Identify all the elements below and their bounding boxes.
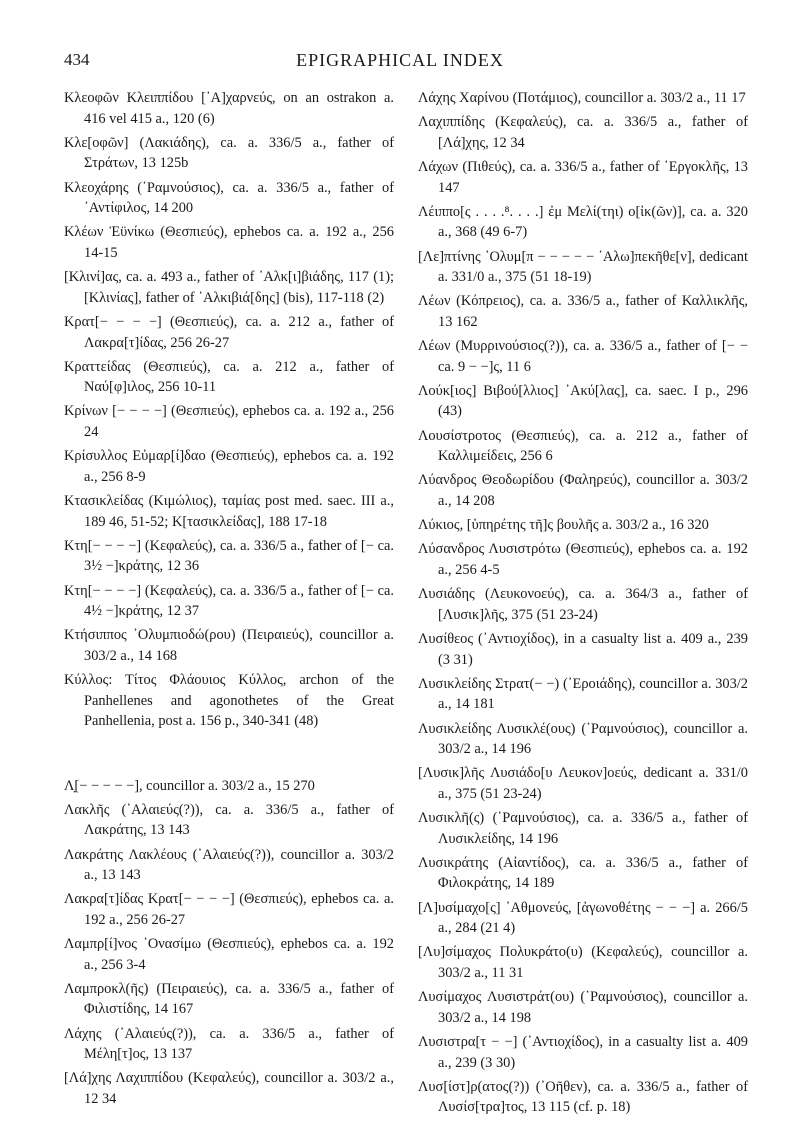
index-entry: Λυσικλείδης Στρατ(− −) (᾿Εροιάδης), councillor a. 303/2 a., 14 181: [418, 675, 748, 713]
index-entry: [Λε]πτίνης ᾿Ολυμ[π − − − − − ᾿Αλω]πεκῆθε[ν], dedicant a. 331/0 a., 375 (51 18-19): [418, 248, 748, 286]
index-entry: Λουσίστροτος (Θεσπιεύς), ca. a. 212 a., father of Καλλιμείδεις, 256 6: [418, 427, 748, 465]
index-entry: Κτη[− − − −] (Κεφαλεύς), ca. a. 336/5 a., father of [− ca. 3½ −]κράτης, 12 36: [64, 537, 394, 575]
index-entry: Κλέων Ἐϋνίκω (Θεσπιεύς), ephebos ca. a. 192 a., 256 14-15: [64, 224, 394, 261]
right-column: [418, 88, 748, 1122]
left-column: [64, 88, 394, 1113]
index-entry: Κρίσυλλος Εὐμαρ[ί]δαο (Θεσπιεύς), ephebos ca. a. 192 a., 256 8-9: [64, 448, 394, 485]
index-entry: Λυσικράτης (Αἰαντίδος), ca. a. 336/5 a., father of Φιλοκράτης, 14 189: [418, 854, 748, 892]
index-entry: Κλεοφῶν Κλειππίδου [᾿Α]χαρνεύς, on an ostrakon a. 416 vel 415 a., 120 (6): [64, 90, 394, 127]
index-entry: Κλε[οφῶν] (Λακιάδης), ca. a. 336/5 a., father of Στράτων, 13 125b: [64, 134, 394, 172]
index-entry: Λύκιος, [ὑπηρέτης τῆ]ς βουλῆς a. 303/2 a., 16 320: [418, 517, 709, 534]
index-entry: Κλεοχάρης (῾Ραμνούσιος), ca. a. 336/5 a., father of ᾿Αντίφιλος, 14 200: [64, 179, 394, 217]
index-entry: Κτήσιππος ᾿Ολυμπιοδώ(ρου) (Πειραιεύς), councillor a. 303/2 a., 14 168: [64, 627, 394, 664]
index-entry: Λάχης Χαρίνου (Ποτάμιος), councillor a. 303/2 a., 11 17: [418, 90, 746, 106]
index-entry: Κτασικλείδας (Κιμώλιος), ταμίας post med. saec. III a., 189 46, 51-52; Κ[τασικλείδας], 188 17-18: [64, 493, 394, 530]
index-entry: [Λυσικ]λῆς Λυσιάδο[υ Λευκον]οεύς, dedicant a. 331/0 a., 375 (51 23-24): [418, 765, 748, 802]
index-entry: Λακράτης Λακλέους (᾿Αλαιεύς(?)), councillor a. 303/2 a., 13 143: [64, 846, 394, 884]
index-entry: Λυσικλείδης Λυσικλέ(ους) (῾Ραμνούσιος), councillor a. 303/2 a., 14 196: [418, 720, 748, 758]
index-entry: [Λυ]σίμαχος Πολυκράτο(υ) (Κεφαλεύς), councillor a. 303/2 a., 11 31: [418, 944, 748, 982]
index-entry: Λύσανδρος Λυσιστρότω (Θεσπιεύς), ephebos ca. a. 192 a., 256 4-5: [418, 541, 748, 578]
index-entry: Λέιππο[ς . . . .⁸. . . .] ἐμ Μελί(τηι) ο[ἰκ(ῶν)], ca. a. 320 a., 368 (49 6-7): [418, 203, 748, 241]
index-entry: Λακλῆς (᾿Αλαιεύς(?)), ca. a. 336/5 a., father of Λακράτης, 13 143: [64, 801, 394, 839]
index-entry: Λυσιστρα[τ − −] (᾿Αντιοχίδος), in a casualty list a. 409 a., 239 (3 30): [418, 1034, 748, 1071]
index-entry: Λάχης (᾿Αλαιεύς(?)), ca. a. 336/5 a., father of Μέλη[τ]ος, 13 137: [64, 1025, 394, 1063]
index-entry: Λέων (Μυρρινούσιος(?)), ca. a. 336/5 a., father of [− − ca. 9 − −]ς, 11 6: [418, 338, 748, 375]
index-entry: [Λ]υσίμαχο[ς] ᾿Αθμονεύς, [ἀγωνοθέτης − − −] a. 266/5 a., 284 (21 4): [418, 899, 748, 937]
index-entry: Λακρα[τ]ίδας Κρατ[− − − −] (Θεσπιεύς), ephebos ca. a. 192 a., 256 26-27: [64, 891, 394, 928]
index-entry: Λ̣[− − − − −], councillor a. 303/2 a., 15 270: [64, 777, 315, 794]
page-header: [64, 50, 736, 78]
index-entry: Λυσιάδης (Λευκονοεύς), ca. a. 364/3 a., father of [Λυσικ]λῆς, 375 (51 23-24): [418, 586, 748, 623]
index-entry: Λαμπροκλ(ῆς) (Πειραιεύς), ca. a. 336/5 a., father of Φιλιστίδης, 14 167: [64, 980, 394, 1018]
index-entry: Λύανδρος Θεοδωρίδου (Φαληρεύς), councillor a. 303/2 a., 14 208: [418, 472, 748, 510]
letter-section-gap: [64, 736, 394, 776]
index-entry: Λάχων (Πιθεύς), ca. a. 336/5 a., father of ᾿Εργοκλῆς, 13 147: [418, 158, 748, 196]
index-entry: Λέων (Κόπρειος), ca. a. 336/5 a., father of Καλλικλῆς, 13 162: [418, 293, 748, 330]
index-entry: Λυσίθεος (᾿Αντιοχίδος), in a casualty list a. 409 a., 239 (3 31): [418, 630, 748, 668]
index-entry: Λυσίμαχος Λυσιστράτ(ου) (῾Ραμνούσιος), councillor a. 303/2 a., 14 198: [418, 989, 748, 1026]
running-head: EPIGRAPHICAL INDEX: [296, 50, 504, 70]
index-entry: Λούκ[ιος] Βιβού[λλιος] ᾿Ακύ[λας], ca. saec. I p., 296 (43): [418, 382, 748, 420]
index-entry: Λαχιππίδης (Κεφαλεύς), ca. a. 336/5 a., father of [Λά]χης, 12 34: [418, 114, 748, 151]
index-entry: Κραττείδας (Θεσπιεύς), ca. a. 212 a., father of Ναύ[φ]ιλος, 256 10-11: [64, 358, 394, 396]
index-entry: Κρίνων [− − − −] (Θεσπιεύς), ephebos ca. a. 192 a., 256 24: [64, 403, 394, 441]
index-entry: [Κλινί]ας, ca. a. 493 a., father of ᾿Αλκ[ι]βιάδης, 117 (1); [Κλινίας], father of ᾿Αλκιβιά[δης] (bis), 117-118 (2): [64, 269, 394, 306]
index-entry: Κτη[− − − −] (Κεφαλεύς), ca. a. 336/5 a., father of [− ca. 4½ −]κράτης, 12 37: [64, 582, 394, 620]
index-entry: Λυσικλῆ(ς) (῾Ραμνούσιος), ca. a. 336/5 a., father of Λυσικλείδης, 14 196: [418, 810, 748, 847]
index-entry: Λυσ[ίστ]ρ(ατος(?)) (᾿Οῆθεν), ca. a. 336/5 a., father of Λυσίσ[τρα]τος, 13 115 (cf. p. 18): [418, 1078, 748, 1116]
index-entry: Λαμπρ[ί]νος ᾿Ονασίμω (Θεσπιεύς), ephebos ca. a. 192 a., 256 3-4: [64, 936, 394, 973]
index-entry: Κρατ[− − − −] (Θεσπιεύς), ca. a. 212 a., father of Λακρα[τ]ίδας, 256 26-27: [64, 313, 394, 351]
index-entry: Κύλλος: Τίτος Φλάουιος Κύλλος, archon of the Panhellenes and agonothetes of the Great Panhellenia, post a. 156 p., 340-341 (48): [64, 672, 394, 730]
page-number: 434: [64, 50, 90, 69]
index-entry: [Λά]χης Λαχιππίδου (Κεφαλεύς), councillor a. 303/2 a., 12 34: [64, 1070, 394, 1107]
